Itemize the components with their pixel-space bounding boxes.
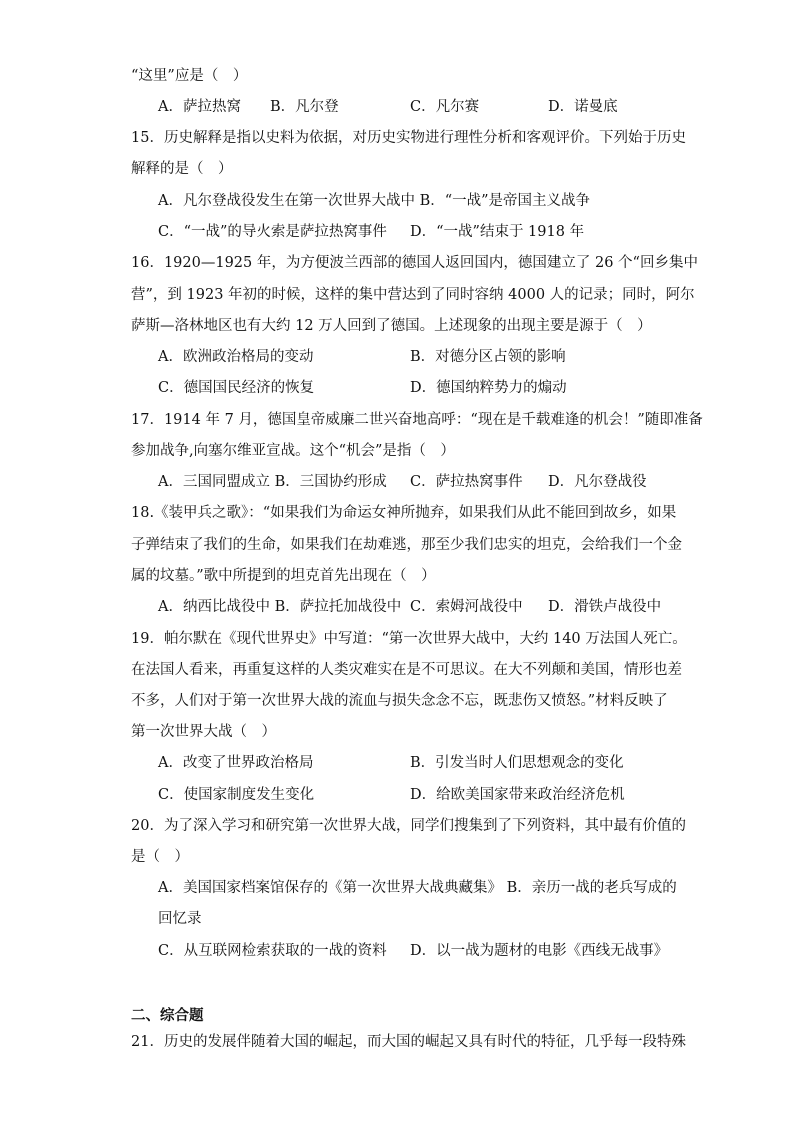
q17-option-d: D．凡尔登战役 (548, 474, 647, 490)
q16-option-a: A．欧洲政治格局的变动 (158, 349, 314, 365)
q16-stem-line-1: 16．1920—1925 年，为方便波兰西部的德国人返回国内，德国建立了 26 个“回乡集中 (131, 255, 698, 271)
q21-stem-line-1: 21．历史的发展伴随着大国的崛起，而大国的崛起又具有时代的特征，几乎每一段特殊 (131, 1034, 686, 1050)
q15-option-c: C．“一战”的导火索是萨拉热窝事件 (158, 224, 387, 240)
q15-options-ab: A．凡尔登战役发生在第一次世界大战中 B．“一战”是帝国主义战争 (158, 193, 591, 209)
q19-option-a: A．改变了世界政治格局 (158, 755, 314, 771)
q19-stem-line-3: 不多，人们对于第一次世界大战的流血与损失念念不忘，既悲伤又愤怒。”材料反映了 (131, 693, 668, 709)
q14-stem-tail: “这里”应是（ ） (131, 68, 248, 84)
q20-options-ab: A．美国国家档案馆保存的《第一次世界大战典藏集》 B．亲历一战的老兵写成的 (158, 880, 677, 896)
q18-option-d: D．滑铁卢战役中 (548, 599, 662, 615)
q19-stem-line-4: 第一次世界大战（ ） (131, 724, 276, 740)
q14-option-a: A．萨拉热窝 (158, 99, 241, 115)
q18-option-c: C．索姆河战役中 (410, 599, 523, 615)
q17-options-ab: A．三国同盟成立 B．三国协约形成 (158, 474, 387, 490)
q17-stem-line-2: 参加战争,向塞尔维亚宣战。这个“机会”是指（ ） (131, 443, 455, 459)
q20-stem-line-2: 是（ ） (131, 849, 189, 865)
q19-option-c: C．使国家制度发生变化 (158, 787, 315, 803)
q18-stem-line-3: 属的坟墓。”歌中所提到的坦克首先出现在（ ） (131, 568, 436, 584)
q18-stem-line-2: 子弹结束了我们的生命，如果我们在劫难逃，那至少我们忠实的坦克，会给我们一个金 (131, 537, 682, 553)
q16-option-c: C．德国国民经济的恢复 (158, 380, 315, 396)
q16-stem-line-2: 营”，到 1923 年初的时候，这样的集中营达到了同时容纳 4000 人的记录；同时，阿尔 (131, 287, 695, 303)
q19-stem-line-1: 19．帕尔默在《现代世界史》中写道：“第一次世界大战中，大约 140 万法国人死亡。 (131, 631, 687, 647)
q16-option-d: D．德国纳粹势力的煽动 (410, 380, 567, 396)
q19-stem-line-2: 在法国人看来，再重复这样的人类灾难实在是不可思议。在大不列颠和美国，情形也差 (131, 662, 682, 678)
q20-option-d: D．以一战为题材的电影《西线无战事》 (410, 943, 669, 959)
q16-option-b: B．对德分区占领的影响 (410, 349, 566, 365)
q19-option-b: B．引发当时人们思想观念的变化 (410, 755, 624, 771)
q16-stem-line-3: 萨斯—洛林地区也有大约 12 万人回到了德国。上述现象的出现主要是源于（ ） (131, 318, 652, 334)
q14-option-c: C．凡尔赛 (410, 99, 480, 115)
q15-option-d: D．“一战”结束于 1918 年 (410, 224, 585, 240)
q18-options-ab: A．纳西比战役中 B．萨拉托加战役中 (158, 599, 402, 615)
q20-option-c: C．从互联网检索获取的一战的资料 (158, 943, 387, 959)
q17-option-c: C．萨拉热窝事件 (410, 474, 523, 490)
q14-option-b: B．凡尔登 (270, 99, 339, 115)
q18-stem-line-1: 18.《装甲兵之歌》：“如果我们为命运女神所抛弃，如果我们从此不能回到故乡，如果 (131, 505, 677, 521)
section-heading: 二、综合题 (131, 1007, 204, 1024)
q15-stem-line-1: 15．历史解释是指以史料为依据，对历史实物进行理性分析和客观评价。下列始于历史 (131, 130, 686, 146)
q20-stem-line-1: 20．为了深入学习和研究第一次世界大战，同学们搜集到了下列资料，其中最有价值的 (131, 818, 686, 834)
q19-option-d: D．给欧美国家带来政治经济危机 (410, 787, 625, 803)
q17-stem-line-1: 17．1914 年 7 月，德国皇帝威廉二世兴奋地高呼：“现在是千载难逢的机会！”随即准备 (131, 412, 703, 428)
q14-option-d: D．诺曼底 (548, 99, 618, 115)
q20-option-b-continued: 回忆录 (158, 911, 202, 927)
q15-stem-line-2: 解释的是（ ） (131, 161, 233, 177)
